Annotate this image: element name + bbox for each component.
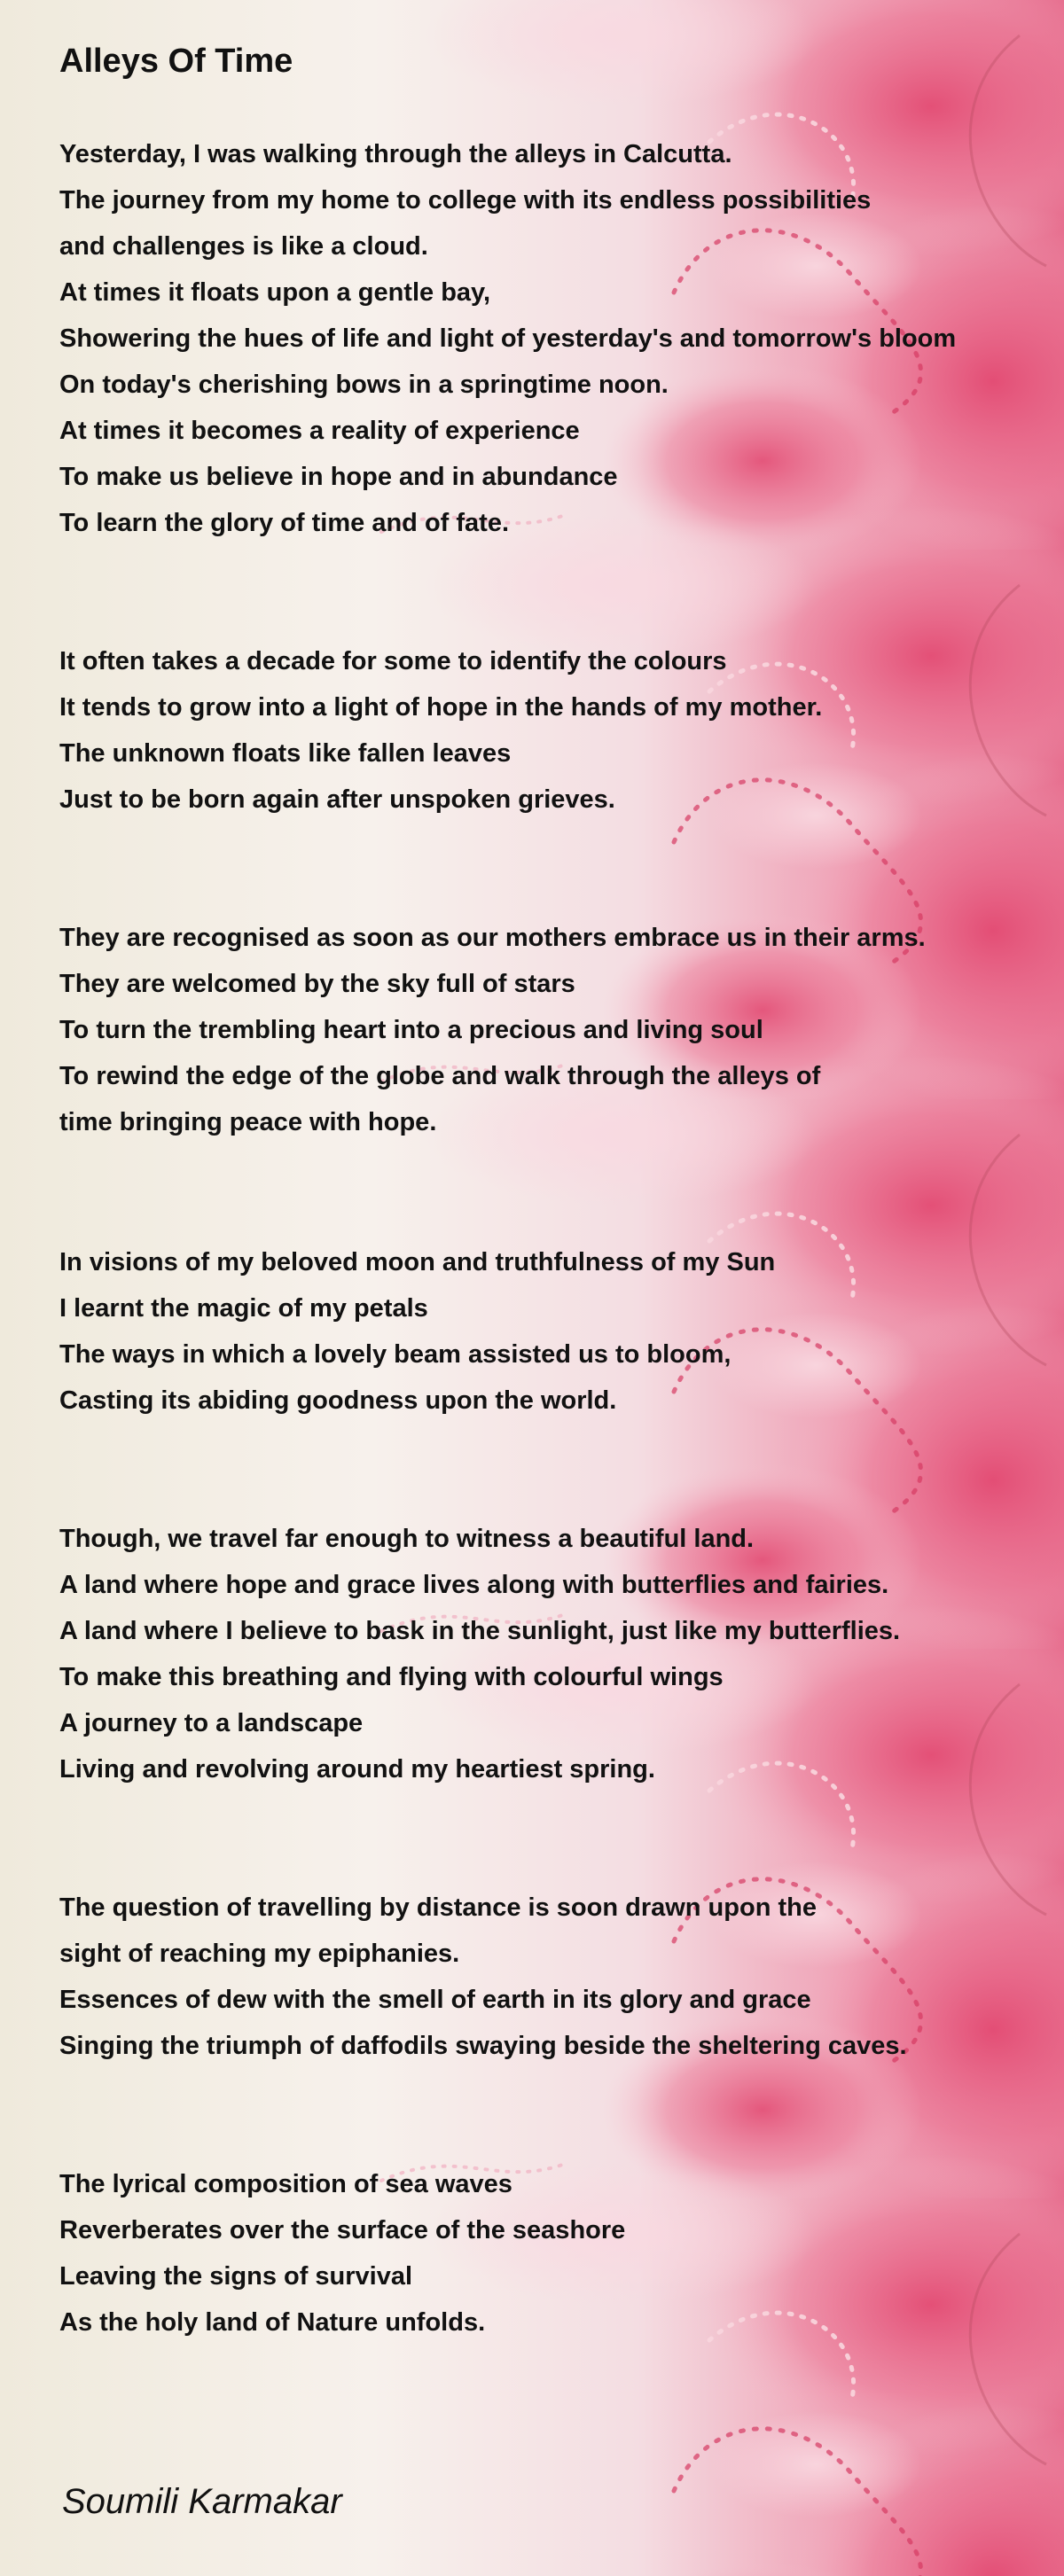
poem-line: The lyrical composition of sea waves [59,2170,512,2198]
poem-author: Soumili Karmakar [62,2482,342,2521]
poem-line: Leaving the signs of survival [59,2262,413,2291]
poem-line: The unknown floats like fallen leaves [59,739,512,768]
stanza-4 [59,1239,1064,1424]
poem-line: A journey to a landscape [59,1709,364,1737]
poem-line: At times it floats upon a gentle bay, [59,278,491,307]
poem-line: Just to be born again after unspoken grieves. [59,785,615,814]
stanza-2 [59,638,1064,823]
poem-line: The question of travelling by distance is soon drawn upon the [59,1893,817,1922]
poem-line: and challenges is like a cloud. [59,232,428,261]
poem-line: On today's cherishing bows in a springtime noon. [59,371,669,399]
poem-line: Reverberates over the surface of the seashore [59,2216,626,2244]
poem-line: To learn the glory of time and of fate. [59,509,510,537]
poem-line: They are welcomed by the sky full of stars [59,970,575,998]
poem-line: They are recognised as soon as our mothers embrace us in their arms. [59,924,926,952]
poem-line: To rewind the edge of the globe and walk through the alleys of [59,1062,821,1090]
poem-title: Alleys Of Time [59,43,293,80]
poem-line: To make this breathing and flying with colourful wings [59,1663,724,1691]
poem-line: A land where I believe to bask in the sunlight, just like my butterflies. [59,1617,901,1645]
stanza-7 [59,2161,1064,2346]
poem-line: time bringing peace with hope. [59,1108,437,1136]
poem-line: Casting its abiding goodness upon the world. [59,1386,617,1415]
stanza-3 [59,915,1064,1145]
poem-line: sight of reaching my epiphanies. [59,1940,460,1968]
poem-line: Though, we travel far enough to witness a beautiful land. [59,1525,755,1553]
poem-line: A land where hope and grace lives along with butterflies and fairies. [59,1571,889,1599]
poem-line: It often takes a decade for some to identify the colours [59,647,727,675]
poem-line: Showering the hues of life and light of yesterday's and tomorrow's bloom [59,324,957,353]
poem-line: As the holy land of Nature unfolds. [59,2308,486,2337]
poem-line: To turn the trembling heart into a precious and living soul [59,1016,763,1044]
poem-line: I learnt the magic of my petals [59,1294,428,1323]
stanza-1 [59,131,1064,546]
poem-line: It tends to grow into a light of hope in the hands of my mother. [59,693,823,722]
poem-line: In visions of my beloved moon and truthfulness of my Sun [59,1248,776,1276]
poem-line: To make us believe in hope and in abundance [59,463,618,491]
poem-line: Yesterday, I was walking through the alleys in Calcutta. [59,140,732,168]
poem-line: The ways in which a lovely beam assisted us to bloom, [59,1340,732,1369]
poem-line: Essences of dew with the smell of earth in its glory and grace [59,1986,811,2014]
stanza-5 [59,1516,1064,1792]
poem-line: At times it becomes a reality of experience [59,417,580,445]
poem-line: Singing the triumph of daffodils swaying beside the sheltering caves. [59,2032,907,2060]
poem-line: The journey from my home to college with its endless possibilities [59,186,872,215]
poem-line: Living and revolving around my heartiest spring. [59,1755,655,1784]
stanza-6 [59,1885,1064,2069]
